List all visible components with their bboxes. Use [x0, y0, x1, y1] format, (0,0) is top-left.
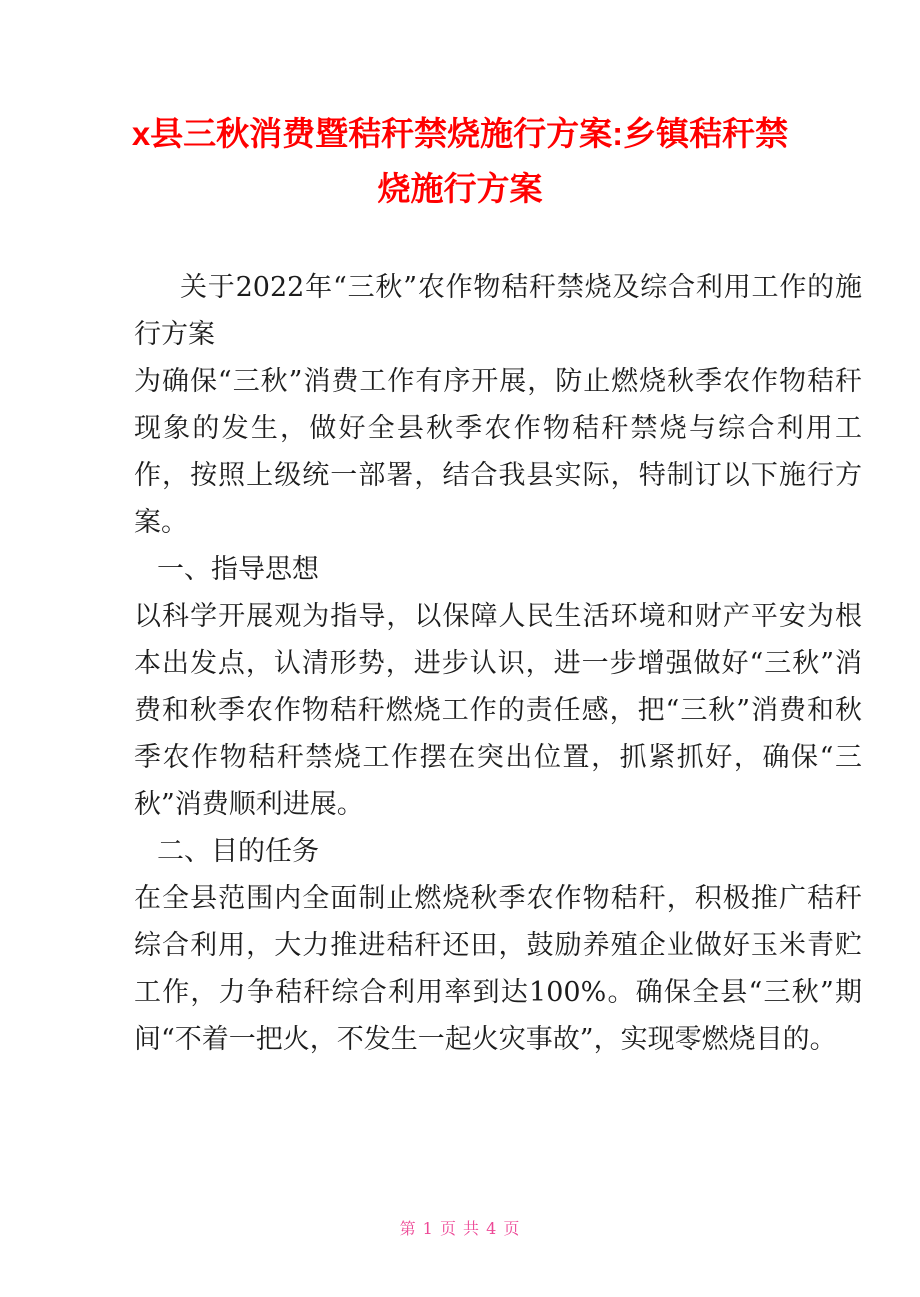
paragraph: 二、目的任务	[157, 836, 319, 867]
page-number-indicator: 第 1 页 共 4 页	[399, 1219, 521, 1238]
paragraph: 关于2022年“三秋”农作物秸秆禁烧及综合利用工作的施行方案	[134, 272, 862, 350]
paragraph: 在全县范围内全面制止燃烧秋季农作物秸秆，积极推广秸秆综合利用，大力推进秸秆还田，鼓励养殖企业做好玉米青贮工作，力争秸秆综合利用率到达100%。确保全县“三秋”期间“不着一把火，不发生一起火灾事故”，实现零燃烧目的。	[134, 883, 862, 1055]
paragraph: 一、指导思想	[157, 554, 319, 585]
document-page	[0, 106, 920, 1297]
page-footer	[0, 1218, 920, 1240]
document-body	[134, 264, 862, 1063]
document-title: x县三秋消费暨秸秆禁烧施行方案:乡镇秸秆禁烧施行方案	[131, 115, 789, 207]
paragraph: 以科学开展观为指导，以保障人民生活环境和财产平安为根本出发点，认清形势，进步认识，进一步增强做好“三秋”消费和秋季农作物秸秆燃烧工作的责任感，把“三秋”消费和秋季农作物秸秆禁烧工作摆在突出位置，抓紧抓好，确保“三秋”消费顺利进展。	[134, 601, 862, 820]
paragraph: 为确保“三秋”消费工作有序开展，防止燃烧秋季农作物秸秆现象的发生，做好全县秋季农作物秸秆禁烧与综合利用工作，按照上级统一部署，结合我县实际，特制订以下施行方案。	[134, 366, 862, 538]
